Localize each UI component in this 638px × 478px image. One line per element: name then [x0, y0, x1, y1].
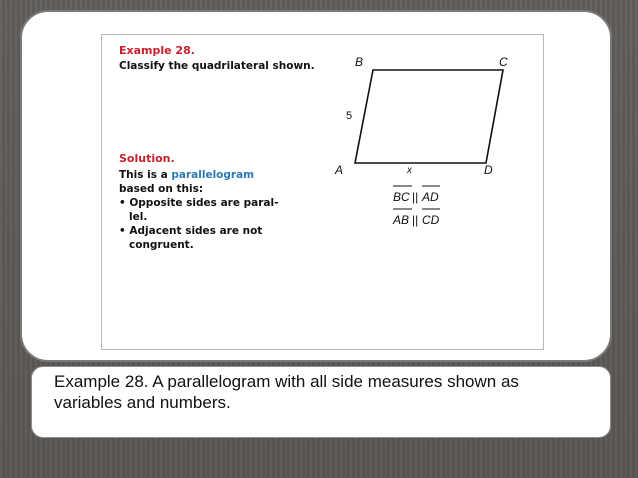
vertex-label-d: D — [484, 163, 493, 177]
solution-intro-prefix: This is a — [119, 169, 172, 181]
parallel-1-left: BC — [393, 190, 410, 204]
bullet-1-line-1: • Opposite sides are paral- — [119, 197, 279, 209]
solution-intro-suffix: based on this: — [119, 183, 204, 195]
parallel-2-symbol: || — [412, 213, 419, 227]
caption-card — [31, 366, 611, 438]
parallel-1-symbol: || — [412, 190, 419, 204]
vertex-label-b: B — [355, 55, 364, 69]
parallel-2-right: CD — [422, 213, 440, 227]
parallel-2-left: AB — [393, 213, 410, 227]
parallelogram-shape — [355, 70, 503, 163]
caption-text: Example 28. A parallelogram with all side measures shown as variables and numbers. — [54, 372, 519, 412]
parallel-1-right: AD — [422, 190, 439, 204]
example-question: Classify the quadrilateral shown. — [119, 60, 315, 72]
solution-title: Solution. — [119, 152, 175, 165]
solution-intro-highlight: parallelogram — [171, 169, 255, 181]
bullet-2-line-2: congruent. — [129, 239, 194, 251]
vertex-label-c: C — [499, 55, 508, 69]
vertex-label-a: A — [335, 163, 344, 177]
side-label-ad: x — [407, 165, 412, 176]
bullet-1-line-2: lel. — [129, 211, 148, 223]
bullet-2-line-1: • Adjacent sides are not — [119, 225, 263, 237]
example-title: Example 28. — [119, 44, 195, 57]
side-label-ab: 5 — [346, 110, 353, 122]
